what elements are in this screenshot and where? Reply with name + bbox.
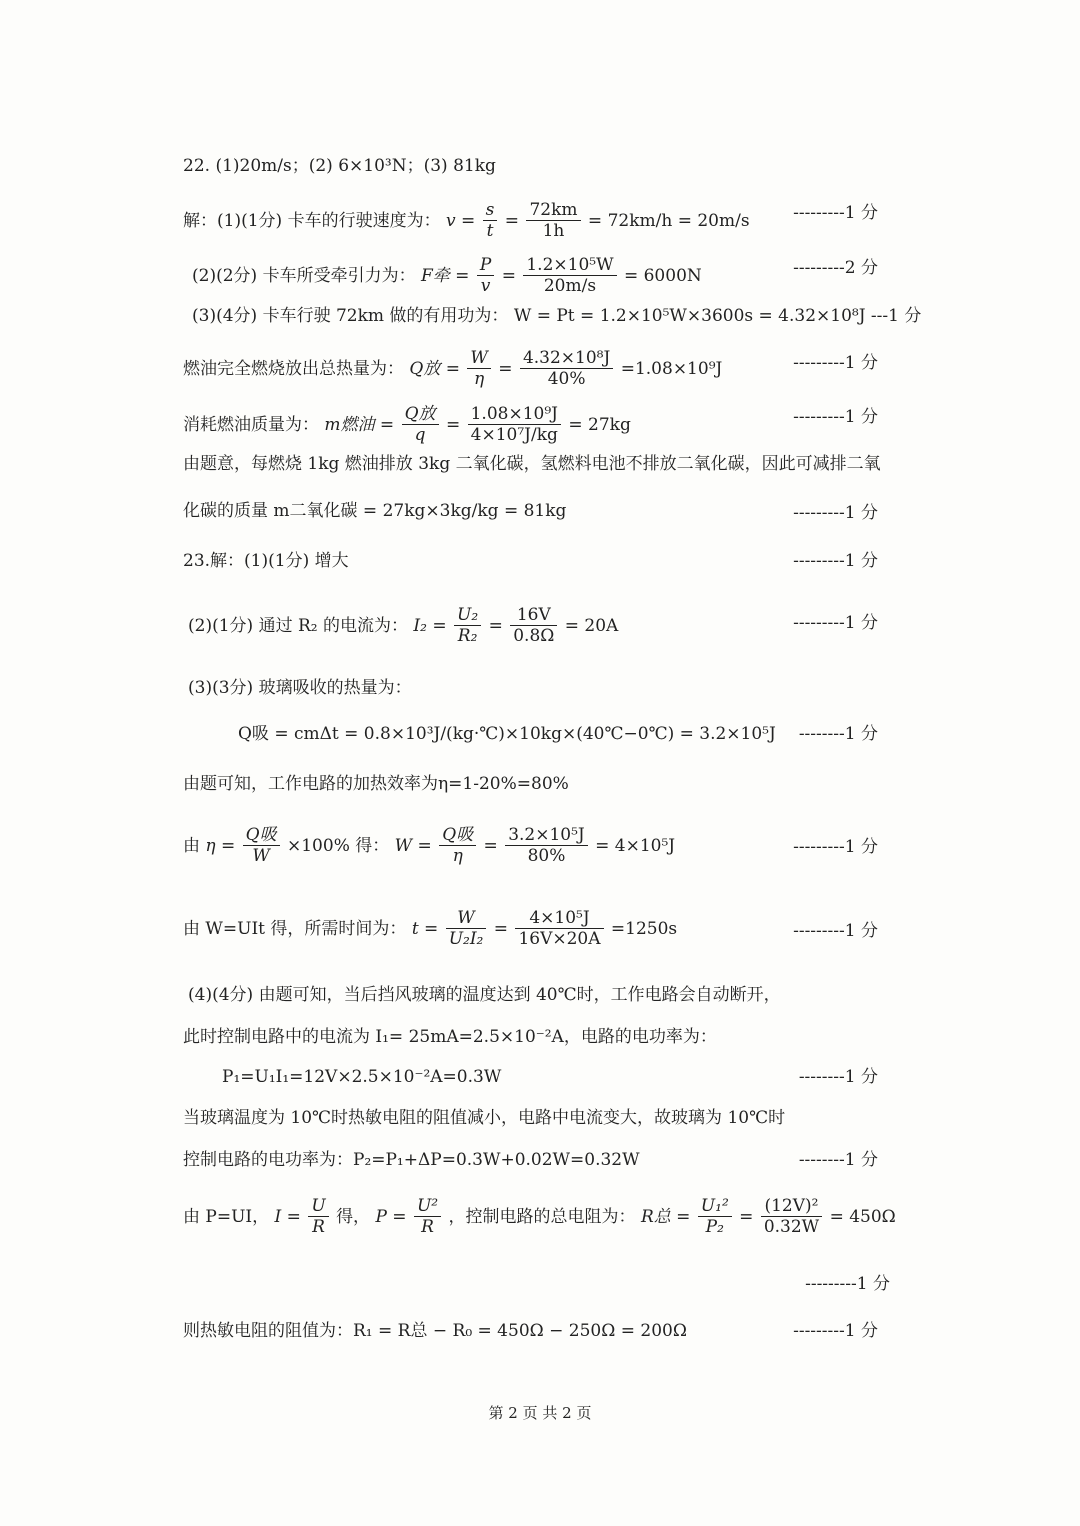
fraction: $\frac{s}{t}$: [483, 200, 498, 241]
score: ---------2 分: [793, 258, 878, 278]
fraction: Q吸 W: [243, 825, 280, 866]
page-footer: 第 2 页 共 2 页: [488, 1404, 592, 1422]
score: ---------1 分: [793, 551, 878, 571]
q23-line13: 由 P=UI， I = $\frac{U}{R}$ 得， P = $\frac{\text{U²}}{R}$ ，控制电路的总电阻为： R总 = $\frac{\text{U₁²}}{\text{P₂}}$ = $\frac{\text{(12V)²}}{0.32W}$ = 450Ω: [183, 1196, 896, 1237]
fraction: $\frac{\text{U₁²}}{\text{P₂}}$: [698, 1196, 732, 1237]
q23-line8: (4)(4分) 由题可知，当后挡风玻璃的温度达到 40℃时，工作电路会自动断开，: [188, 985, 781, 1005]
fraction: $\frac{\text{(12V)²}}{0.32W}$: [761, 1196, 822, 1237]
fraction: $\frac{P}{v}$: [477, 255, 494, 296]
q23-line12: 控制电路的电功率为：P₂=P₁+ΔP=0.3W+0.02W=0.32W: [183, 1150, 640, 1170]
q22-line1: 解：(1)(1分) 卡车的行驶速度为： v = $\frac{s}{t}$ = $\frac{72km}{1h}$ = 72km/h = 20m/s: [183, 200, 750, 241]
q22-line5: 消耗燃油质量为： m燃油 = Q放 q = $\frac{\text{1.08×10⁹J}}{\text{4×10⁷J/kg}}$ = 27kg: [183, 404, 631, 445]
q23-line1: 23.解：(1)(1分) 增大: [183, 551, 349, 571]
score: --------1 分: [798, 1150, 878, 1170]
q23-line5: 由题可知，工作电路的加热效率为η=1-20%=80%: [183, 774, 569, 794]
q22-line2: (2)(2分) 卡车所受牵引力为： F牵 = $\frac{P}{v}$ = $\frac{\text{1.2×10⁵W}}{20m/s}$ = 6000N: [192, 255, 702, 296]
score: ---------1 分: [793, 407, 878, 427]
score: ---------1 分: [793, 1321, 878, 1341]
q22-line7: 化碳的质量 m二氧化碳 = 27kg×3kg/kg = 81kg: [183, 501, 567, 521]
fraction: $\frac{W}{\text{U₂I₂}}$: [446, 908, 487, 949]
fraction: $\frac{\text{1.08×10⁹J}}{\text{4×10⁷J/kg}}$: [468, 404, 561, 445]
score: --------1 分: [798, 1067, 878, 1087]
q23-line9: 此时控制电路中的电流为 I₁= 25mA=2.5×10⁻²A，电路的电功率为：: [183, 1027, 717, 1047]
q22-line4: 燃油完全燃烧放出总热量为： Q放 = $\frac{W}{\eta}$ = $\frac{\text{4.32×10⁸J}}{40\%}$ =1.08×10⁹J: [183, 348, 723, 389]
score: ---------1 分: [805, 1274, 890, 1294]
score: ---------1 分: [793, 353, 878, 373]
fraction: $\frac{16V}{0.8\Omega}$: [510, 605, 557, 646]
fraction: $\frac{72km}{1h}$: [526, 200, 580, 241]
fraction: Q放 q: [402, 404, 439, 445]
q23-line7: 由 W=UIt 得，所需时间为： t = $\frac{W}{\text{U₂I₂}}$ = $\frac{\text{4×10⁵J}}{16V\times 20A}$ =1250s: [183, 908, 678, 949]
score: ---------1 分: [793, 837, 878, 857]
q22-answer: 22. (1)20m/s；(2) 6×10³N；(3) 81kg: [183, 156, 496, 176]
fraction: $\frac{\text{4×10⁵J}}{16V\times 20A}$: [515, 908, 603, 949]
fraction: $\frac{\text{U²}}{R}$: [414, 1196, 441, 1237]
q23-line11: 当玻璃温度为 10℃时热敏电阻的阻值减小，电路中电流变大，故玻璃为 10℃时: [183, 1108, 786, 1128]
q23-line4: Q吸 = cmΔt = 0.8×10³J/(kg·℃)×10kg×(40℃−0℃) = 3.2×10⁵J: [238, 724, 776, 744]
score: ---------1 分: [793, 613, 878, 633]
fraction: Q吸 η: [439, 825, 476, 866]
fraction: $\frac{W}{\eta}$: [467, 348, 490, 389]
score: ---------1 分: [793, 503, 878, 523]
q23-line6: 由 η = Q吸 W ×100% 得： W = Q吸 η = $\frac{\text{3.2×10⁵J}}{80\%}$ = 4×10⁵J: [183, 825, 676, 866]
score: ---------1 分: [793, 203, 878, 223]
fraction: $\frac{\text{3.2×10⁵J}}{80\%}$: [505, 825, 588, 866]
q22-line3: (3)(4分) 卡车行驶 72km 做的有用功为： W = Pt = 1.2×10⁵W×3600s = 4.32×10⁸J ---1 分: [192, 306, 922, 326]
fraction: $\frac{\text{4.32×10⁸J}}{40\%}$: [520, 348, 613, 389]
fraction: $\frac{\text{U₂}}{\text{R₂}}$: [454, 605, 481, 646]
q23-line2: (2)(1分) 通过 R₂ 的电流为： I₂ = $\frac{\text{U₂}}{\text{R₂}}$ = $\frac{16V}{0.8\Omega}$ = 20A: [188, 605, 619, 646]
q23-line10: P₁=U₁I₁=12V×2.5×10⁻²A=0.3W: [222, 1067, 502, 1087]
score: ---------1 分: [793, 921, 878, 941]
q23-line15: 则热敏电阻的阻值为：R₁ = R总 − R₀ = 450Ω − 250Ω = 200Ω: [183, 1321, 687, 1341]
score: --------1 分: [798, 724, 878, 744]
fraction: $\frac{\text{1.2×10⁵W}}{20m/s}$: [523, 255, 616, 296]
q23-line3: (3)(3分) 玻璃吸收的热量为：: [188, 678, 412, 698]
q22-line6: 由题意，每燃烧 1kg 燃油排放 3kg 二氧化碳，氢燃料电池不排放二氧化碳，因此可减排二氧: [183, 454, 881, 474]
fraction: $\frac{U}{R}$: [308, 1196, 328, 1237]
